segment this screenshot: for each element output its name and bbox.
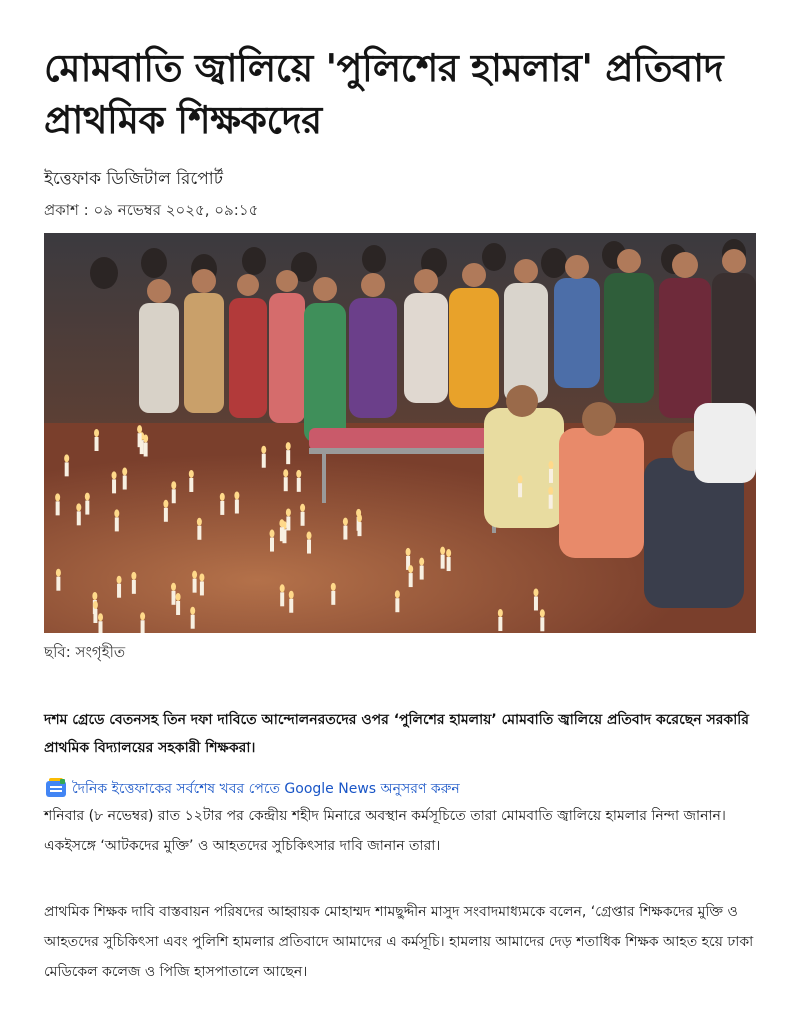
- publish-date: প্রকাশ : ০৯ নভেম্বর ২০২৫, ০৯:১৫: [44, 201, 259, 219]
- article-byline[interactable]: ইত্তেফাক ডিজিটাল রিপোর্ট: [44, 169, 223, 189]
- image-caption: ছবি: সংগৃহীত: [44, 643, 126, 661]
- google-news-link-text[interactable]: দৈনিক ইত্তেফাকের সর্বশেষ খবর পেতে Google News অনুসরণ করুন: [72, 781, 460, 797]
- article-paragraph: প্রাথমিক শিক্ষক দাবি বাস্তবায়ন পরিষদের আহ্বায়ক মোহাম্মদ শামছুদ্দীন মাসুদ সংবাদমাধ্যমকে বলেন, ‘গ্রেপ্তার শিক্ষকদের মুক্তি ও আহতদের সুচিকিৎসা এবং পুলিশি হামলার প্রতিবাদে আমাদের এ কর্মসূচি। হামলায় আমাদের দেড় শতাধিক শিক্ষক আহত হয়ে ঢাকা মেডিকেল কলেজ ও পিজি হাসপাতালে আছেন।: [44, 904, 754, 980]
- article-paragraph: শনিবার (৮ নভেম্বর) রাত ১২টার পর কেন্দ্রীয় শহীদ মিনারে অবস্থান কর্মসূচিতে তারা মোমবাতি জ্বালিয়ে হামলার নিন্দা জানান। একইসঙ্গে ‘আটকদের মুক্তি’ ও আহতদের সুচিকিৎসার দাবি জানান তারা।: [44, 808, 726, 854]
- google-news-icon: [46, 778, 68, 800]
- article-headline: মোমবাতি জ্বালিয়ে 'পুলিশের হামলার' প্রতিবাদ প্রাথমিক শিক্ষকদের: [44, 46, 724, 142]
- article-lead: দশম গ্রেডে বেতনসহ তিন দফা দাবিতে আন্দোলনরতদের ওপর ‘পুলিশের হামলায়’ মোমবাতি জ্বালিয়ে প্রতিবাদ করেছেন সরকারি প্রাথমিক বিদ্যালয়ের সহকারী শিক্ষকরা।: [44, 712, 749, 756]
- google-news-follow-link[interactable]: [46, 776, 460, 802]
- article-photo[interactable]: [44, 233, 756, 633]
